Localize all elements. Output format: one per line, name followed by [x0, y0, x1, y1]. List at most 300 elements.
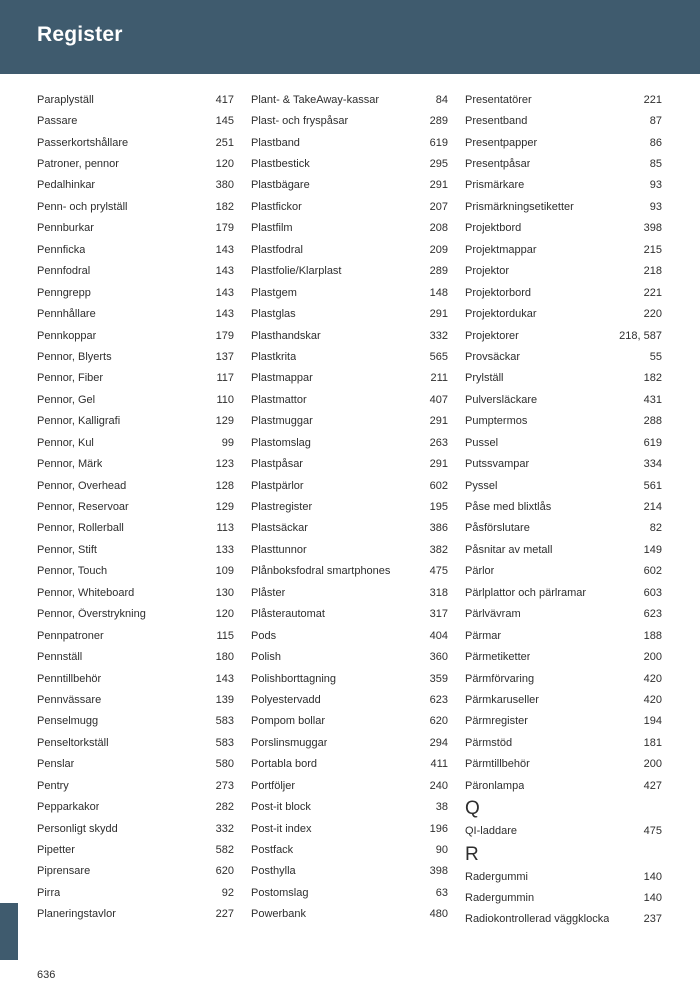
index-entry [251, 261, 448, 282]
index-page-ref: 214 [643, 501, 662, 514]
index-page-ref: 137 [215, 350, 234, 363]
index-page-ref: 90 [435, 844, 448, 857]
index-entry [465, 866, 662, 887]
index-page-ref: 99 [221, 436, 234, 449]
index-term: Plastfickor [251, 200, 302, 213]
index-page-ref: 602 [429, 479, 448, 492]
index-page-ref: 565 [429, 350, 448, 363]
index-page-ref: 181 [643, 736, 662, 749]
index-entry [37, 218, 234, 239]
index-term: Påse med blixtlås [465, 501, 552, 514]
index-entry [465, 89, 662, 110]
index-term: Plastbestick [251, 158, 310, 171]
index-entry [251, 539, 448, 560]
index-term: Päronlampa [465, 779, 525, 792]
index-entry [251, 839, 448, 860]
index-page-ref: 179 [215, 222, 234, 235]
index-term: Prylställ [465, 372, 504, 385]
index-page-ref: 221 [643, 93, 662, 106]
index-entry [465, 368, 662, 389]
index-term: Plastfodral [251, 243, 303, 256]
index-term: Plånboksfodral smartphones [251, 565, 391, 578]
index-page-ref: 145 [215, 115, 234, 128]
index-term: Plastmattor [251, 393, 307, 406]
index-term: Pennor, Kalligrafi [37, 415, 121, 428]
index-entry [465, 153, 662, 174]
index-term: Pärmförvaring [465, 672, 535, 685]
index-page-ref: 188 [643, 629, 662, 642]
index-entry [251, 346, 448, 367]
index-entry [251, 604, 448, 625]
index-page-ref: 427 [643, 779, 662, 792]
index-entry [251, 861, 448, 882]
index-term: Plastglas [251, 308, 296, 321]
index-term: Pulversläckare [465, 393, 538, 406]
index-entry [465, 411, 662, 432]
index-entry [251, 325, 448, 346]
index-term: Påsförslutare [465, 522, 530, 535]
index-term: Presentpapper [465, 136, 538, 149]
index-term: Pennburkar [37, 222, 94, 235]
index-page-ref: 317 [429, 608, 448, 621]
index-entry [37, 561, 234, 582]
index-term: Pärmetiketter [465, 651, 531, 664]
index-term: Pärlor [465, 565, 495, 578]
index-term: Plasthandskar [251, 329, 321, 342]
page-title: Register [37, 23, 123, 46]
index-term: Pennställ [37, 651, 83, 664]
index-page-ref: 148 [429, 286, 448, 299]
index-term: Pennor, Rollerball [37, 522, 124, 535]
index-page-ref: 227 [215, 908, 234, 921]
index-page-ref: 92 [221, 886, 234, 899]
index-page-ref: 420 [643, 672, 662, 685]
index-page-ref: 55 [649, 350, 662, 363]
index-entry [251, 411, 448, 432]
index-term: Pirra [37, 886, 61, 899]
index-page-ref: 282 [215, 801, 234, 814]
index-term: Plastfolie/Klarplast [251, 265, 342, 278]
index-term: Pärmar [465, 629, 502, 642]
index-entry [37, 239, 234, 260]
index-term: Penn- och prylställ [37, 200, 128, 213]
index-entry [251, 496, 448, 517]
index-entry [37, 453, 234, 474]
index-entry [465, 110, 662, 131]
index-entry [37, 861, 234, 882]
index-page-ref: 200 [643, 758, 662, 771]
index-page-ref: 129 [215, 415, 234, 428]
index-term: Penseltorkställ [37, 736, 109, 749]
index-term: Post-it block [251, 801, 311, 814]
index-page-ref: 182 [215, 200, 234, 213]
index-entry [37, 732, 234, 753]
index-page-ref: 420 [643, 693, 662, 706]
index-term: Plastmappar [251, 372, 313, 385]
index-term: Pepparkakor [37, 801, 100, 814]
index-page-ref: 407 [429, 393, 448, 406]
index-page-ref: 620 [215, 865, 234, 878]
index-entry [251, 368, 448, 389]
index-entry [37, 689, 234, 710]
index-page-ref: 380 [215, 179, 234, 192]
index-entry [37, 904, 234, 925]
index-page-ref: 93 [649, 200, 662, 213]
index-term: Projektor [465, 265, 510, 278]
index-entry [37, 89, 234, 110]
index-entry [37, 368, 234, 389]
index-term: Postomslag [251, 886, 309, 899]
index-page-ref: 398 [643, 222, 662, 235]
index-entry [465, 646, 662, 667]
index-page-ref: 38 [435, 801, 448, 814]
index-term: Pompom bollar [251, 715, 325, 728]
index-term: Pennor, Overhead [37, 479, 127, 492]
index-entry [251, 582, 448, 603]
index-page-ref: 582 [215, 844, 234, 857]
index-page-ref: 128 [215, 479, 234, 492]
index-page-ref: 475 [429, 565, 448, 578]
index-entry [465, 582, 662, 603]
index-term: Pärmstöd [465, 736, 513, 749]
index-term: Pennpatroner [37, 629, 104, 642]
index-page-ref: 237 [643, 913, 662, 926]
index-entry [465, 711, 662, 732]
index-page-ref: 623 [643, 608, 662, 621]
index-term: Projektorbord [465, 286, 532, 299]
index-page-ref: 404 [429, 629, 448, 642]
index-entry [251, 518, 448, 539]
index-entry [465, 346, 662, 367]
index-page-ref: 129 [215, 501, 234, 514]
index-page-ref: 620 [429, 715, 448, 728]
index-page-ref: 291 [429, 415, 448, 428]
index-term: Plast- och fryspåsar [251, 115, 349, 128]
index-term: Projektbord [465, 222, 522, 235]
section-letter: Q [465, 798, 480, 820]
index-term: Porslinsmuggar [251, 736, 328, 749]
index-term: Plåster [251, 586, 286, 599]
index-page-ref: 113 [216, 522, 234, 535]
index-page-ref: 417 [215, 93, 234, 106]
index-entry [37, 389, 234, 410]
index-term: Pennhållare [37, 308, 96, 321]
index-term: Projektordukar [465, 308, 537, 321]
index-entry [37, 775, 234, 796]
index-entry [251, 453, 448, 474]
index-term: Plastkrita [251, 350, 297, 363]
index-page-ref: 196 [429, 822, 448, 835]
index-page-ref: 619 [429, 136, 448, 149]
index-term: Personligt skydd [37, 822, 118, 835]
index-page-ref: 240 [429, 779, 448, 792]
index-page-ref: 139 [215, 693, 234, 706]
index-entry [37, 818, 234, 839]
index-page-ref: 480 [429, 908, 448, 921]
index-term: Projektmappar [465, 243, 537, 256]
index-entry [251, 646, 448, 667]
index-entry [37, 839, 234, 860]
index-page-ref: 289 [429, 265, 448, 278]
index-term: Pennor, Överstrykning [37, 608, 146, 621]
index-entry [465, 389, 662, 410]
index-entry [37, 196, 234, 217]
index-entry [465, 561, 662, 582]
index-page-ref: 180 [215, 651, 234, 664]
index-term: Pärmtillbehör [465, 758, 530, 771]
index-page-ref: 251 [215, 136, 234, 149]
index-entry [465, 453, 662, 474]
index-term: Pennor, Reservoar [37, 501, 129, 514]
index-term: Postfack [251, 844, 294, 857]
index-entry [465, 668, 662, 689]
index-entry [465, 604, 662, 625]
index-entry [465, 909, 662, 930]
page-number: 636 [37, 969, 56, 981]
index-entry [465, 132, 662, 153]
index-page-ref: 115 [216, 629, 234, 642]
index-entry [251, 153, 448, 174]
index-term: Polyestervadd [251, 693, 321, 706]
index-entry [37, 110, 234, 131]
index-term: Pennor, Blyerts [37, 350, 112, 363]
index-term: Planeringstavlor [37, 908, 116, 921]
index-term: Pennor, Kul [37, 436, 94, 449]
index-term: Prismärkare [465, 179, 525, 192]
index-entry [251, 132, 448, 153]
index-page-ref: 207 [429, 200, 448, 213]
index-page-ref: 63 [435, 886, 448, 899]
index-page-ref: 382 [429, 543, 448, 556]
index-page-ref: 143 [215, 308, 234, 321]
index-entry [465, 625, 662, 646]
index-term: Pentry [37, 779, 69, 792]
index-entry [465, 820, 662, 841]
index-term: Radiokontrollerad väggklocka [465, 913, 610, 926]
index-page-ref: 580 [215, 758, 234, 771]
index-entry [37, 582, 234, 603]
index-page-ref: 110 [216, 393, 234, 406]
index-entry [37, 625, 234, 646]
index-page-ref: 140 [643, 892, 662, 905]
index-entry [465, 539, 662, 560]
index-page-ref: 295 [429, 158, 448, 171]
index-entry [37, 604, 234, 625]
index-entry [251, 732, 448, 753]
index-term: Plasttunnor [251, 543, 307, 556]
index-page-ref: 200 [643, 651, 662, 664]
index-entry [465, 325, 662, 346]
index-term: Penslar [37, 758, 75, 771]
index-entry [465, 303, 662, 324]
index-page-ref: 221 [643, 286, 662, 299]
index-page-ref: 120 [215, 158, 234, 171]
index-term: Radergummi [465, 870, 528, 883]
index-page-ref: 179 [215, 329, 234, 342]
index-term: Påsnitar av metall [465, 543, 553, 556]
index-entry [251, 389, 448, 410]
index-page-ref: 218 [643, 265, 662, 278]
index-term: Presentband [465, 115, 528, 128]
index-term: Pennor, Touch [37, 565, 108, 578]
index-entry [37, 518, 234, 539]
index-term: Pärlvävram [465, 608, 521, 621]
index-term: Penselmugg [37, 715, 99, 728]
index-page-ref: 149 [643, 543, 662, 556]
index-page-ref: 85 [649, 158, 662, 171]
index-entry [465, 196, 662, 217]
index-entry [465, 732, 662, 753]
index-entry [251, 668, 448, 689]
index-term: Pennor, Märk [37, 458, 103, 471]
index-page-ref: 140 [643, 870, 662, 883]
index-page-ref: 215 [643, 243, 662, 256]
index-entry [465, 754, 662, 775]
index-page-ref: 220 [643, 308, 662, 321]
index-page-ref: 211 [430, 372, 448, 385]
index-page-ref: 360 [429, 651, 448, 664]
index-term: Pennor, Whiteboard [37, 586, 135, 599]
index-page-ref: 334 [643, 458, 662, 471]
index-term: Pipetter [37, 844, 75, 857]
index-term: Putssvampar [465, 458, 530, 471]
index-page-ref: 143 [215, 286, 234, 299]
index-page-ref: 130 [215, 586, 234, 599]
index-entry [37, 646, 234, 667]
index-term: Plastmuggar [251, 415, 313, 428]
index-entry [251, 711, 448, 732]
index-entry [251, 110, 448, 131]
index-page-ref: 93 [649, 179, 662, 192]
index-page-ref: 359 [429, 672, 448, 685]
index-page-ref: 619 [643, 436, 662, 449]
index-page-ref: 583 [215, 736, 234, 749]
index-entry [37, 346, 234, 367]
index-entry [465, 218, 662, 239]
index-page-ref: 411 [430, 758, 448, 771]
index-entry [251, 754, 448, 775]
index-entry [465, 518, 662, 539]
index-term: Penngrepp [37, 286, 91, 299]
index-page-ref: 561 [643, 479, 662, 492]
index-entry [251, 689, 448, 710]
index-page-ref: 123 [215, 458, 234, 471]
index-page-ref: 291 [429, 179, 448, 192]
index-term: Pennkoppar [37, 329, 97, 342]
index-page-ref: 332 [215, 822, 234, 835]
index-page-ref: 209 [429, 243, 448, 256]
index-page-ref: 291 [429, 308, 448, 321]
index-term: Presentatörer [465, 93, 532, 106]
index-entry [37, 153, 234, 174]
index-entry [465, 775, 662, 796]
index-entry [251, 882, 448, 903]
index-entry [251, 796, 448, 817]
index-entry [37, 411, 234, 432]
index-entry [465, 496, 662, 517]
index-entry [37, 132, 234, 153]
index-term: Plåsterautomat [251, 608, 325, 621]
index-term: Pärmkaruseller [465, 693, 539, 706]
index-term: Posthylla [251, 865, 296, 878]
index-page-ref: 109 [215, 565, 234, 578]
index-term: Plastregister [251, 501, 313, 514]
index-term: QI-laddare [465, 825, 517, 838]
index-term: Plastgem [251, 286, 297, 299]
index-term: Pennvässare [37, 693, 102, 706]
index-entry [465, 175, 662, 196]
index-entry [37, 175, 234, 196]
index-term: Pennor, Stift [37, 543, 97, 556]
index-entry [37, 539, 234, 560]
index-page-ref: 143 [215, 243, 234, 256]
index-page-ref: 218, 587 [619, 329, 662, 342]
index-term: Passerkortshållare [37, 136, 129, 149]
index-entry [251, 282, 448, 303]
index-page-ref: 583 [215, 715, 234, 728]
index-term: Plastpåsar [251, 458, 303, 471]
index-entry [251, 625, 448, 646]
index-column-2 [251, 89, 448, 925]
index-page-ref: 182 [643, 372, 662, 385]
index-page-ref: 117 [216, 372, 234, 385]
index-entry [465, 689, 662, 710]
index-term: Passare [37, 115, 78, 128]
index-page-ref: 602 [643, 565, 662, 578]
index-page-ref: 398 [429, 865, 448, 878]
page-header [0, 0, 700, 74]
index-term: Portföljer [251, 779, 296, 792]
index-page-ref: 263 [429, 436, 448, 449]
index-term: Polishborttagning [251, 672, 337, 685]
index-term: Paraplyställ [37, 93, 94, 106]
index-term: Portabla bord [251, 758, 318, 771]
index-entry [251, 196, 448, 217]
index-term: Plastsäckar [251, 522, 308, 535]
index-page-ref: 84 [435, 93, 448, 106]
index-entry [37, 754, 234, 775]
index-page-ref: 318 [429, 586, 448, 599]
index-term: Powerbank [251, 908, 307, 921]
index-entry [37, 711, 234, 732]
index-page-ref: 475 [643, 825, 662, 838]
index-term: Pärlplattor och pärlramar [465, 586, 587, 599]
index-entry [251, 432, 448, 453]
index-entry [251, 818, 448, 839]
index-page-ref: 82 [649, 522, 662, 535]
index-term: Plastpärlor [251, 479, 304, 492]
index-term: Plastomslag [251, 436, 311, 449]
index-entry [37, 668, 234, 689]
index-page-ref: 195 [429, 501, 448, 514]
index-entry [37, 303, 234, 324]
index-term: Pennor, Fiber [37, 372, 104, 385]
index-page-ref: 120 [215, 608, 234, 621]
index-entry [37, 882, 234, 903]
index-term: Piprensare [37, 865, 91, 878]
index-term: Pennfodral [37, 265, 91, 278]
index-term: Plastbägare [251, 179, 310, 192]
index-term: Pods [251, 629, 277, 642]
index-page-ref: 386 [429, 522, 448, 535]
index-term: Pennficka [37, 243, 86, 256]
index-term: Plastband [251, 136, 300, 149]
index-term: Provsäckar [465, 350, 521, 363]
index-term: Polish [251, 651, 281, 664]
index-page-ref: 291 [429, 458, 448, 471]
index-entry [37, 496, 234, 517]
index-entry [465, 432, 662, 453]
